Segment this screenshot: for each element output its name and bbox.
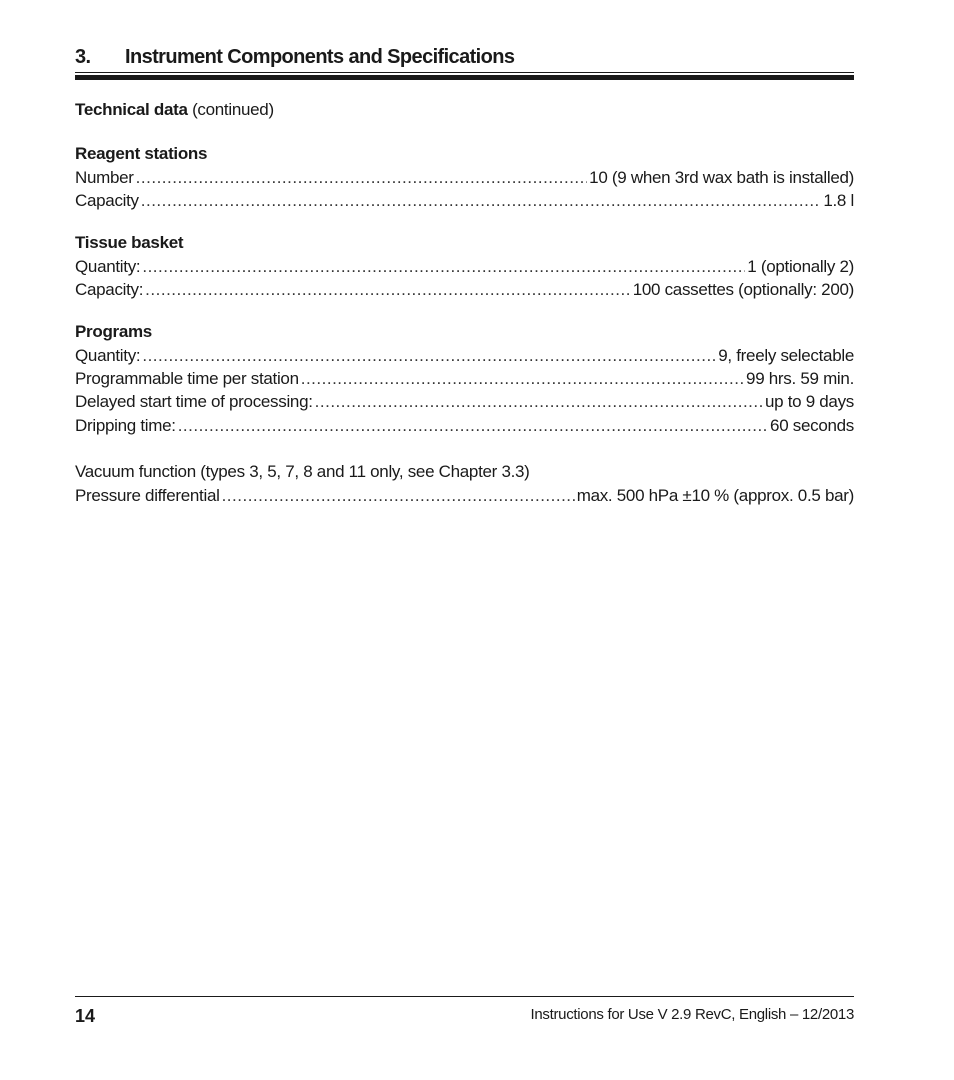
spec-label: Number	[75, 168, 134, 187]
tissue-basket-title: Tissue basket	[75, 232, 184, 252]
dot-leader	[145, 278, 631, 301]
spec-row	[75, 344, 854, 367]
spec-row	[75, 414, 854, 437]
spec-value: 1 (optionally 2)	[747, 256, 854, 276]
dot-leader	[142, 255, 745, 278]
spec-row	[75, 278, 854, 301]
reagent-stations-title: Reagent stations	[75, 144, 208, 163]
spec-label: Quantity:	[75, 345, 141, 365]
document-page	[75, 0, 854, 1080]
spec-label: Quantity:	[75, 256, 141, 276]
footer-rule	[75, 996, 854, 997]
spec-label: Capacity	[75, 191, 139, 211]
dot-leader	[178, 414, 768, 437]
spec-row	[75, 189, 854, 212]
spec-label: Delayed start time of processing:	[75, 392, 313, 412]
spec-value: 100 cassettes (optionally: 200)	[632, 280, 854, 300]
dot-leader	[315, 390, 763, 413]
spec-value: 10 (9 when 3rd wax bath is installed)	[589, 168, 854, 187]
spec-label: Dripping time:	[75, 415, 176, 435]
section-title: Instrument Components and Specifications	[125, 46, 515, 68]
spec-label: Pressure differential	[75, 485, 220, 505]
spec-row	[75, 484, 854, 507]
spec-value: max. 500 hPa ±10 % (approx. 0.5 bar)	[576, 485, 854, 505]
page-number: 14	[75, 1006, 96, 1026]
spec-value: 1.8 l	[823, 191, 854, 211]
header-rule-thin	[75, 72, 854, 73]
technical-data-heading	[75, 96, 854, 124]
reagent-stations-section	[75, 142, 854, 213]
spec-value: up to 9 days	[764, 392, 854, 412]
vacuum-function-line: Vacuum function (types 3, 5, 7, 8 and 11 only, see Chapter 3.3)	[75, 462, 530, 482]
dot-leader	[142, 344, 716, 367]
spec-row	[75, 390, 854, 413]
dot-leader	[301, 367, 744, 390]
programs-section	[75, 320, 854, 438]
technical-data-content	[75, 96, 854, 507]
dot-leader	[222, 484, 575, 507]
spec-row	[75, 367, 854, 390]
section-number: 3.	[75, 46, 91, 68]
section-header	[75, 46, 854, 72]
technical-data-label: Technical data	[75, 100, 188, 119]
dot-leader	[136, 166, 588, 189]
document-info: Instructions for Use V 2.9 RevC, English – 12/2013	[530, 1006, 854, 1023]
header-rule-thick	[75, 75, 854, 80]
programs-title: Programs	[75, 321, 152, 341]
dot-leader	[141, 189, 822, 212]
spec-value: 99 hrs. 59 min.	[746, 368, 854, 388]
spec-row	[75, 166, 854, 189]
spec-label: Programmable time per station	[75, 368, 299, 388]
continued-note: (continued)	[187, 100, 274, 119]
spec-value: 60 seconds	[770, 415, 854, 435]
spec-label: Capacity:	[75, 280, 144, 300]
spec-row	[75, 255, 854, 278]
vacuum-section	[75, 460, 854, 507]
tissue-basket-section	[75, 231, 854, 302]
spec-value: 9, freely selectable	[718, 345, 854, 365]
